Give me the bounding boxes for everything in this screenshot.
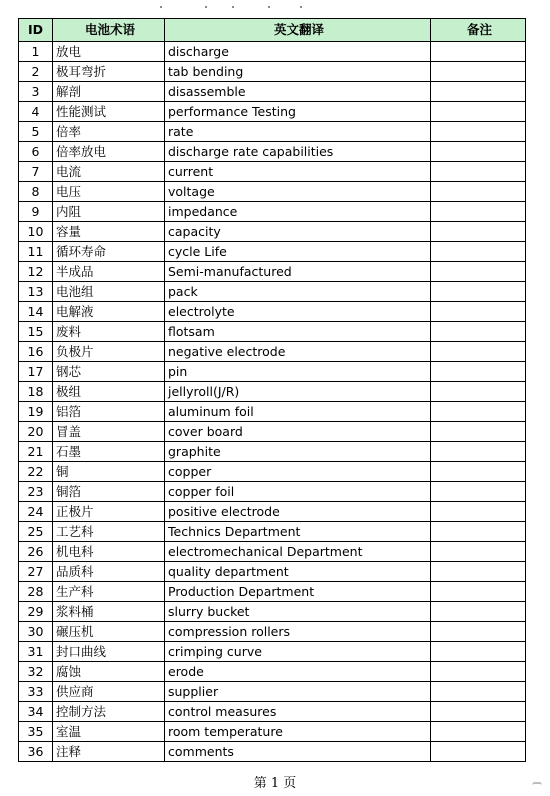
- table-row: [19, 602, 526, 622]
- table-row: [19, 562, 526, 582]
- table-row: [19, 622, 526, 642]
- table-row: [19, 282, 526, 302]
- cell-english: rate: [165, 122, 431, 142]
- cell-notes: [431, 202, 526, 222]
- cell-term: 控制方法: [53, 702, 165, 722]
- cell-notes: [431, 62, 526, 82]
- cell-term: 极耳弯折: [53, 62, 165, 82]
- cell-notes: [431, 362, 526, 382]
- cell-id: 32: [19, 662, 53, 682]
- top-edge-marks: [0, 6, 550, 12]
- cell-english: cover board: [165, 422, 431, 442]
- cell-english: copper foil: [165, 482, 431, 502]
- cell-english: slurry bucket: [165, 602, 431, 622]
- cell-term: 半成品: [53, 262, 165, 282]
- cell-english: discharge: [165, 42, 431, 62]
- table-body: [19, 42, 526, 762]
- table-row: [19, 82, 526, 102]
- cell-notes: [431, 282, 526, 302]
- cell-english: aluminum foil: [165, 402, 431, 422]
- table-row: [19, 662, 526, 682]
- cell-id: 4: [19, 102, 53, 122]
- table-row: [19, 582, 526, 602]
- cell-id: 9: [19, 202, 53, 222]
- table-row: [19, 422, 526, 442]
- table-row: [19, 502, 526, 522]
- cell-id: 11: [19, 242, 53, 262]
- table-row: [19, 382, 526, 402]
- cell-term: 极组: [53, 382, 165, 402]
- cell-term: 生产科: [53, 582, 165, 602]
- cell-term: 废料: [53, 322, 165, 342]
- cell-english: copper: [165, 462, 431, 482]
- cell-notes: [431, 642, 526, 662]
- header-term: 电池术语: [53, 19, 165, 42]
- cell-notes: [431, 682, 526, 702]
- cell-english: pin: [165, 362, 431, 382]
- cell-english: discharge rate capabilities: [165, 142, 431, 162]
- cell-english: crimping curve: [165, 642, 431, 662]
- cell-notes: [431, 722, 526, 742]
- table-row: [19, 122, 526, 142]
- table-row: [19, 682, 526, 702]
- cell-term: 碾压机: [53, 622, 165, 642]
- table-row: [19, 482, 526, 502]
- cell-term: 放电: [53, 42, 165, 62]
- cell-term: 铜: [53, 462, 165, 482]
- cell-id: 24: [19, 502, 53, 522]
- cell-term: 品质科: [53, 562, 165, 582]
- table-row: [19, 42, 526, 62]
- cell-id: 6: [19, 142, 53, 162]
- table-row: [19, 202, 526, 222]
- cell-id: 2: [19, 62, 53, 82]
- cell-term: 石墨: [53, 442, 165, 462]
- cell-notes: [431, 502, 526, 522]
- cell-notes: [431, 542, 526, 562]
- cell-notes: [431, 342, 526, 362]
- table-row: [19, 542, 526, 562]
- cell-english: graphite: [165, 442, 431, 462]
- cell-english: electrolyte: [165, 302, 431, 322]
- cell-id: 10: [19, 222, 53, 242]
- cell-notes: [431, 182, 526, 202]
- table-row: [19, 62, 526, 82]
- table-row: [19, 442, 526, 462]
- cell-id: 5: [19, 122, 53, 142]
- cell-notes: [431, 142, 526, 162]
- cell-id: 18: [19, 382, 53, 402]
- cell-term: 内阻: [53, 202, 165, 222]
- table-row: [19, 102, 526, 122]
- table-row: [19, 722, 526, 742]
- cell-english: supplier: [165, 682, 431, 702]
- cell-english: Production Department: [165, 582, 431, 602]
- header-english: 英文翻译: [165, 19, 431, 42]
- cell-notes: [431, 662, 526, 682]
- cell-term: 铜箔: [53, 482, 165, 502]
- table-row: [19, 462, 526, 482]
- cell-notes: [431, 262, 526, 282]
- cell-notes: [431, 122, 526, 142]
- cell-id: 23: [19, 482, 53, 502]
- cell-id: 29: [19, 602, 53, 622]
- cell-id: 22: [19, 462, 53, 482]
- table-row: [19, 702, 526, 722]
- table-row: [19, 402, 526, 422]
- cell-id: 13: [19, 282, 53, 302]
- cell-id: 26: [19, 542, 53, 562]
- cell-english: disassemble: [165, 82, 431, 102]
- cell-id: 28: [19, 582, 53, 602]
- cell-notes: [431, 242, 526, 262]
- cell-notes: [431, 302, 526, 322]
- cell-english: positive electrode: [165, 502, 431, 522]
- cell-notes: [431, 582, 526, 602]
- cell-id: 15: [19, 322, 53, 342]
- cell-notes: [431, 462, 526, 482]
- cell-term: 钢芯: [53, 362, 165, 382]
- table-row: [19, 242, 526, 262]
- cell-english: negative electrode: [165, 342, 431, 362]
- cell-term: 电池组: [53, 282, 165, 302]
- cell-notes: [431, 482, 526, 502]
- cell-notes: [431, 622, 526, 642]
- cell-term: 负极片: [53, 342, 165, 362]
- cell-english: cycle Life: [165, 242, 431, 262]
- cell-term: 机电科: [53, 542, 165, 562]
- cell-notes: [431, 522, 526, 542]
- corner-mark: [532, 782, 542, 790]
- cell-id: 17: [19, 362, 53, 382]
- cell-id: 16: [19, 342, 53, 362]
- cell-notes: [431, 102, 526, 122]
- page-number: 第 1 页: [253, 776, 297, 791]
- cell-notes: [431, 322, 526, 342]
- header-notes: 备注: [431, 19, 526, 42]
- cell-english: control measures: [165, 702, 431, 722]
- cell-id: 35: [19, 722, 53, 742]
- cell-english: Semi-manufactured: [165, 262, 431, 282]
- cell-id: 19: [19, 402, 53, 422]
- cell-term: 性能测试: [53, 102, 165, 122]
- cell-term: 浆料桶: [53, 602, 165, 622]
- cell-english: pack: [165, 282, 431, 302]
- cell-term: 室温: [53, 722, 165, 742]
- cell-id: 14: [19, 302, 53, 322]
- cell-notes: [431, 42, 526, 62]
- cell-id: 3: [19, 82, 53, 102]
- cell-term: 封口曲线: [53, 642, 165, 662]
- cell-notes: [431, 422, 526, 442]
- terminology-table-container: [18, 18, 525, 762]
- cell-id: 30: [19, 622, 53, 642]
- table-row: [19, 262, 526, 282]
- cell-id: 25: [19, 522, 53, 542]
- cell-term: 腐蚀: [53, 662, 165, 682]
- table-row: [19, 522, 526, 542]
- table-row: [19, 142, 526, 162]
- cell-term: 倍率放电: [53, 142, 165, 162]
- cell-term: 供应商: [53, 682, 165, 702]
- cell-english: jellyroll(J/R): [165, 382, 431, 402]
- cell-term: 电压: [53, 182, 165, 202]
- cell-english: tab bending: [165, 62, 431, 82]
- cell-id: 31: [19, 642, 53, 662]
- cell-id: 7: [19, 162, 53, 182]
- cell-notes: [431, 742, 526, 762]
- cell-english: erode: [165, 662, 431, 682]
- cell-term: 工艺科: [53, 522, 165, 542]
- cell-term: 循环寿命: [53, 242, 165, 262]
- cell-notes: [431, 442, 526, 462]
- header-id: ID: [19, 19, 53, 42]
- cell-notes: [431, 82, 526, 102]
- table-row: [19, 742, 526, 762]
- cell-term: 冒盖: [53, 422, 165, 442]
- cell-id: 27: [19, 562, 53, 582]
- terminology-table: [18, 18, 526, 762]
- cell-id: 8: [19, 182, 53, 202]
- cell-english: Technics Department: [165, 522, 431, 542]
- cell-term: 铝箔: [53, 402, 165, 422]
- cell-term: 注释: [53, 742, 165, 762]
- table-header-row: [19, 19, 526, 42]
- table-row: [19, 642, 526, 662]
- cell-english: voltage: [165, 182, 431, 202]
- cell-english: electromechanical Department: [165, 542, 431, 562]
- cell-english: capacity: [165, 222, 431, 242]
- cell-english: comments: [165, 742, 431, 762]
- cell-term: 电流: [53, 162, 165, 182]
- cell-id: 34: [19, 702, 53, 722]
- table-row: [19, 162, 526, 182]
- cell-id: 21: [19, 442, 53, 462]
- cell-english: impedance: [165, 202, 431, 222]
- cell-english: room temperature: [165, 722, 431, 742]
- cell-notes: [431, 162, 526, 182]
- cell-english: performance Testing: [165, 102, 431, 122]
- cell-term: 电解液: [53, 302, 165, 322]
- table-row: [19, 362, 526, 382]
- cell-notes: [431, 702, 526, 722]
- cell-term: 倍率: [53, 122, 165, 142]
- table-row: [19, 342, 526, 362]
- cell-term: 容量: [53, 222, 165, 242]
- cell-id: 33: [19, 682, 53, 702]
- table-row: [19, 322, 526, 342]
- cell-notes: [431, 402, 526, 422]
- cell-id: 36: [19, 742, 53, 762]
- cell-english: flotsam: [165, 322, 431, 342]
- table-row: [19, 222, 526, 242]
- cell-id: 1: [19, 42, 53, 62]
- cell-notes: [431, 222, 526, 242]
- cell-term: 正极片: [53, 502, 165, 522]
- cell-english: quality department: [165, 562, 431, 582]
- cell-id: 12: [19, 262, 53, 282]
- cell-notes: [431, 602, 526, 622]
- table-row: [19, 182, 526, 202]
- cell-term: 解剖: [53, 82, 165, 102]
- cell-notes: [431, 562, 526, 582]
- cell-notes: [431, 382, 526, 402]
- cell-id: 20: [19, 422, 53, 442]
- cell-english: current: [165, 162, 431, 182]
- table-row: [19, 302, 526, 322]
- cell-english: compression rollers: [165, 622, 431, 642]
